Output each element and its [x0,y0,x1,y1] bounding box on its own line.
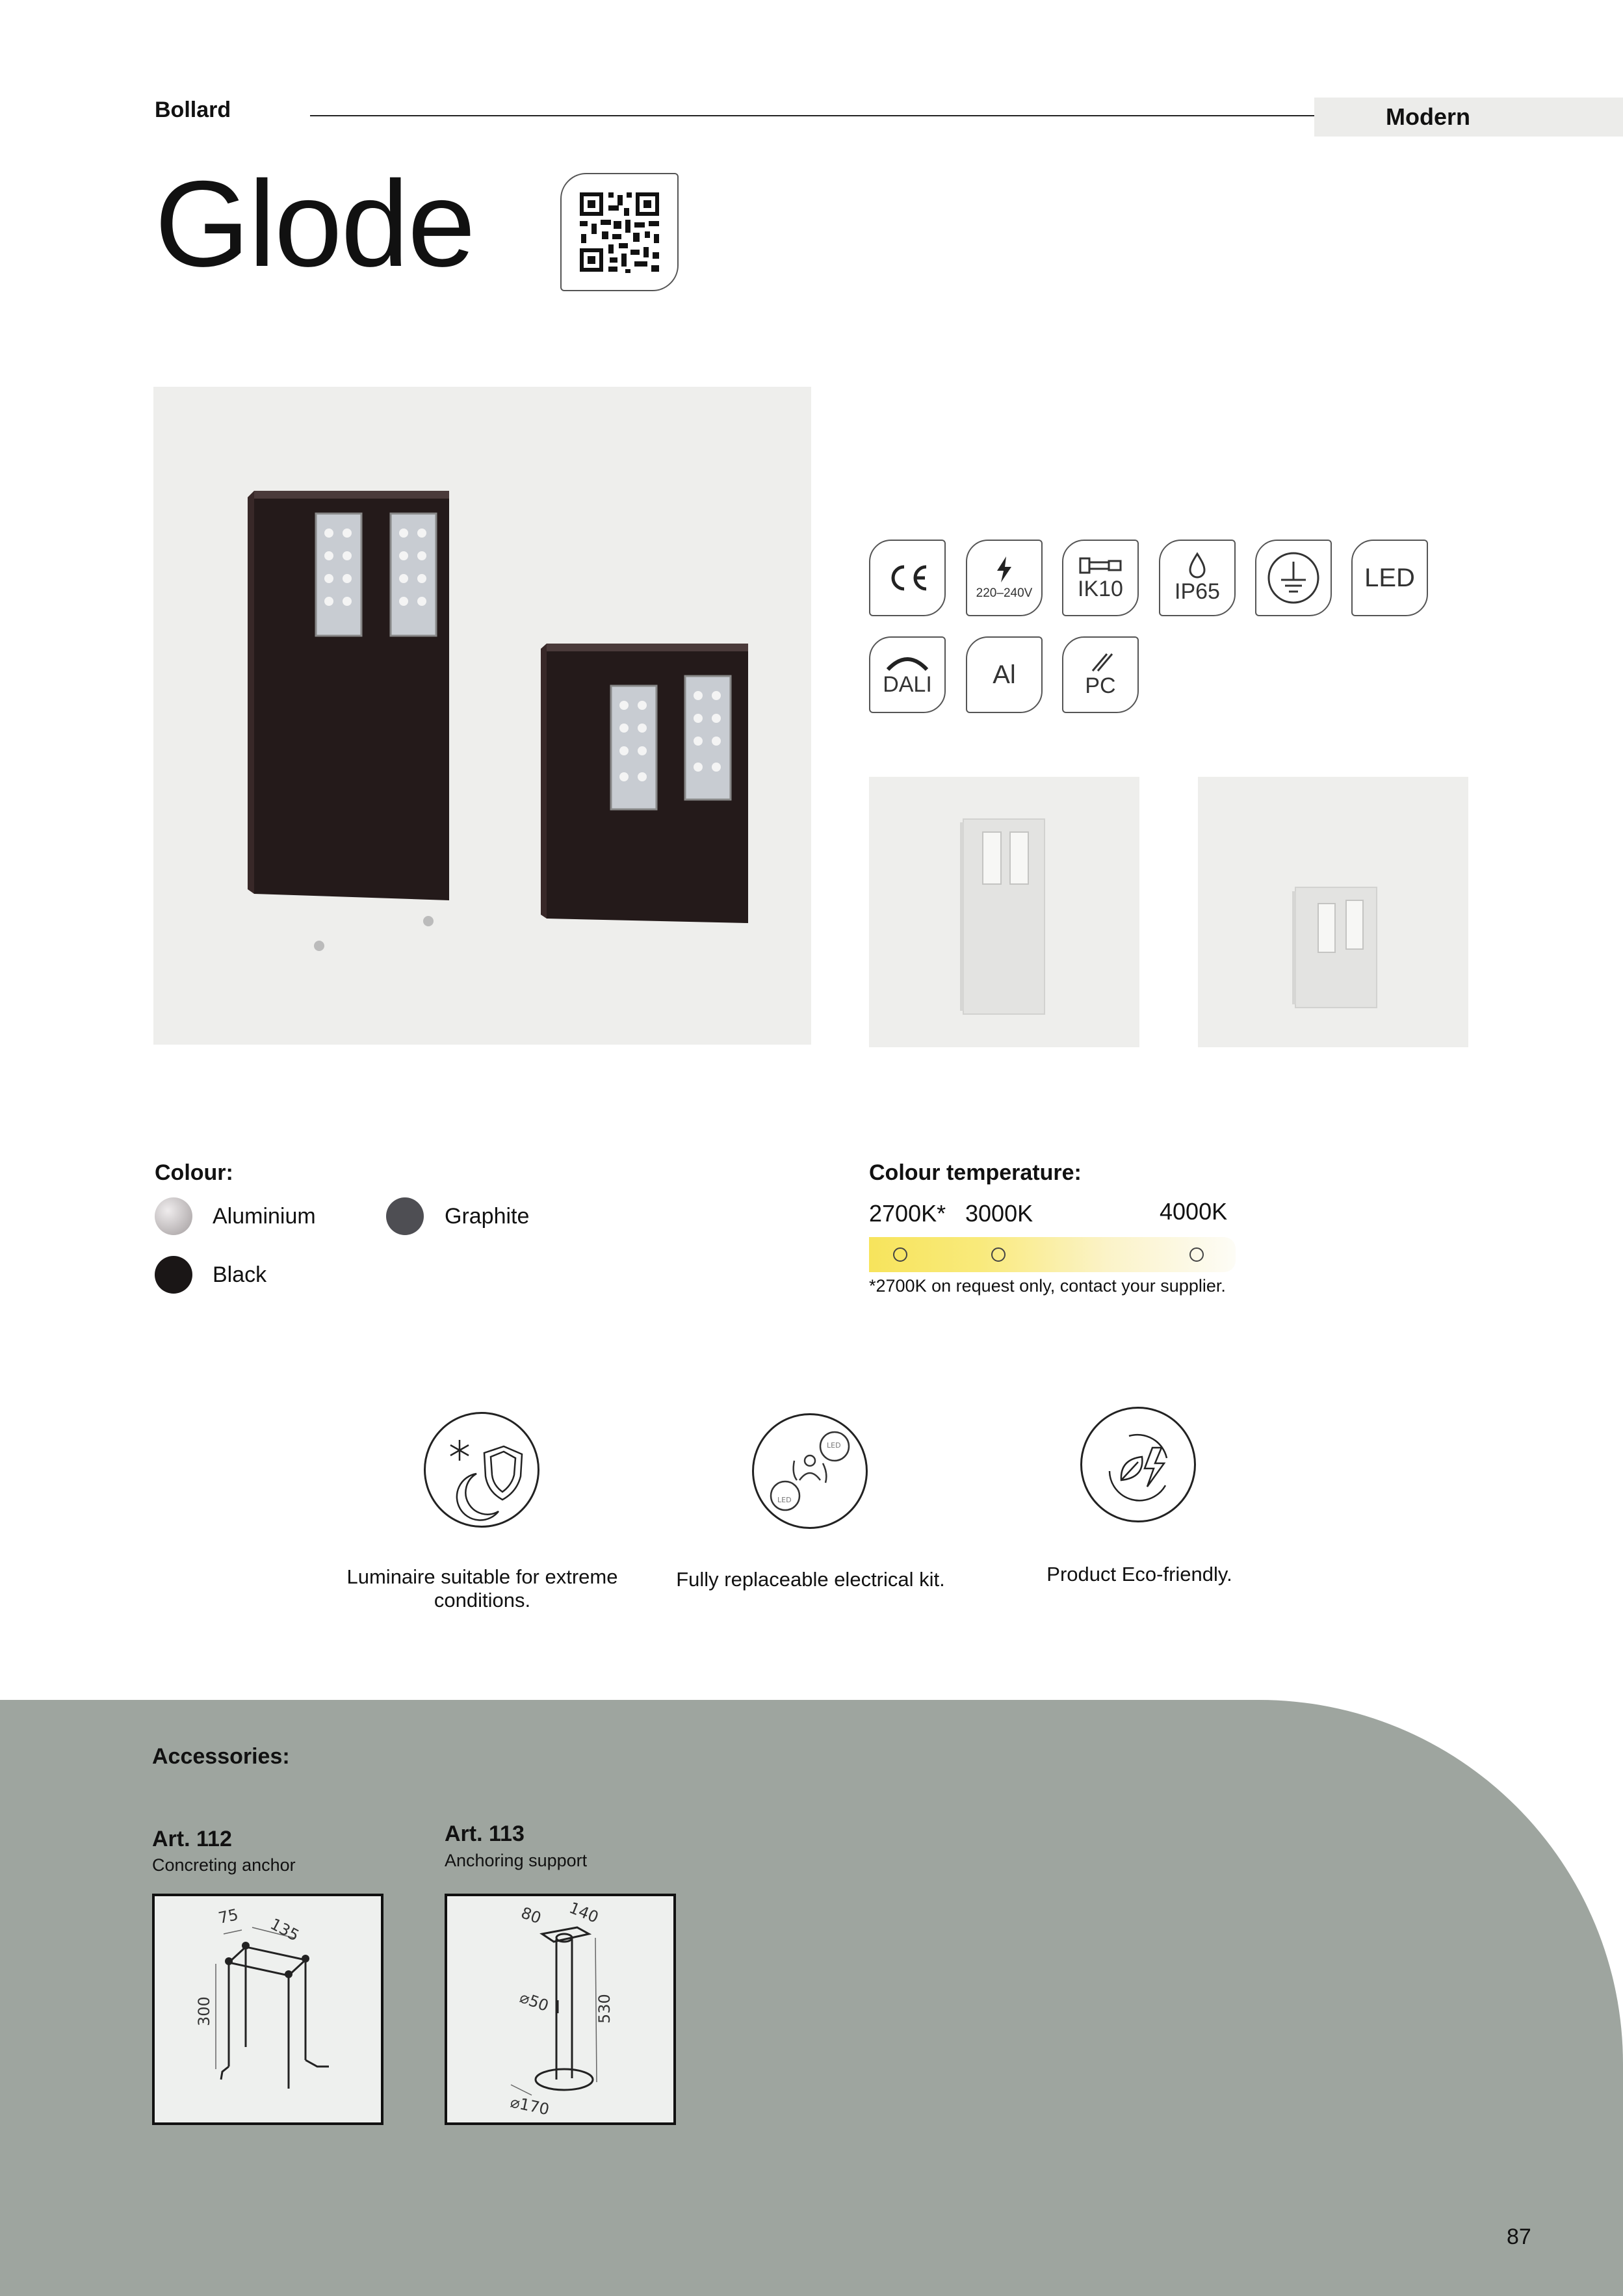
art-112-description: Concreting anchor [152,1855,296,1875]
art-113-name: Art. 113 [445,1821,525,1846]
polycarbonate-icon [1087,651,1113,673]
product-title: Glode [155,155,474,292]
art-113-description: Anchoring support [445,1851,588,1870]
accessories-title: Accessories: [152,1744,290,1769]
dim-diameter-50: ⌀50 [517,1988,551,2016]
colour-temperature-bar [869,1237,1236,1272]
temp-3000k-radio[interactable] [991,1247,1006,1262]
ik10-badge: IK10 [1062,540,1139,616]
style-label: Modern [1386,103,1470,130]
ce-mark-badge [869,540,946,616]
aluminium-label: Aluminium [213,1204,316,1229]
dali-dimming-icon [884,653,931,672]
art-112-name: Art. 112 [152,1827,232,1851]
product-main-photo [153,387,811,1045]
black-label: Black [213,1262,267,1287]
eco-friendly-icon [1080,1407,1196,1522]
aluminium-swatch[interactable] [155,1197,192,1235]
impact-hammer-icon [1078,554,1123,577]
extreme-conditions-icon [424,1412,539,1528]
dim-300: 300 [195,1996,213,2026]
graphite-swatch[interactable] [386,1197,424,1235]
qr-code-icon [562,174,677,290]
category-label: Bollard [155,98,231,122]
svg-text:LED: LED [777,1496,792,1504]
temp-4000k-radio[interactable] [1189,1247,1204,1262]
led-badge [1351,540,1428,616]
colour-title: Colour: [155,1160,233,1185]
led-icon: LED [1364,563,1415,592]
earth-ground-icon [1266,550,1321,606]
dim-80: 80 [518,1903,544,1928]
temp-4000k-label: 4000K [1160,1198,1228,1225]
temperature-note: *2700K on request only, contact your supplier. [869,1276,1226,1296]
black-swatch[interactable] [155,1256,192,1294]
aluminium-badge [966,636,1043,713]
temp-3000k-label: 3000K [965,1200,1033,1227]
qr-code[interactable] [560,173,679,291]
polycarbonate-badge: PC [1062,636,1139,713]
water-drop-icon [1188,552,1207,579]
aluminium-short-thumbnail[interactable] [1198,777,1468,1047]
voltage-icon [994,555,1014,584]
voltage-badge: 220–240V [966,540,1043,616]
colour-temperature-title: Colour temperature: [869,1160,1082,1185]
extreme-conditions-label: Luminaire suitable for extreme conditions. [346,1565,618,1611]
dim-140: 140 [566,1898,601,1927]
aluminium-icon: Al [993,660,1016,689]
dim-diameter-170: ⌀170 [508,2093,551,2119]
replaceable-kit-icon [752,1413,868,1529]
temp-2700k-radio[interactable] [893,1247,907,1262]
dim-75: 75 [216,1905,240,1927]
graphite-label: Graphite [445,1204,530,1229]
svg-text:LED: LED [827,1441,841,1450]
art-113-drawing[interactable] [445,1894,676,2125]
art-112-drawing[interactable] [152,1894,383,2125]
aluminium-tall-thumbnail[interactable] [869,777,1139,1047]
replaceable-kit-label: Fully replaceable electrical kit. [676,1568,945,1591]
dim-530: 530 [595,1994,614,2024]
page-number: 87 [1507,2224,1531,2249]
dali-badge: DALI [869,636,946,713]
dim-135: 135 [267,1914,302,1945]
eco-friendly-label: Product Eco-friendly. [1046,1563,1232,1585]
ce-mark-icon [885,562,930,594]
header-divider [310,115,1314,116]
ip65-badge: IP65 [1159,540,1236,616]
earth-ground-badge [1255,540,1332,616]
temp-2700k-label: 2700K* [869,1200,946,1227]
